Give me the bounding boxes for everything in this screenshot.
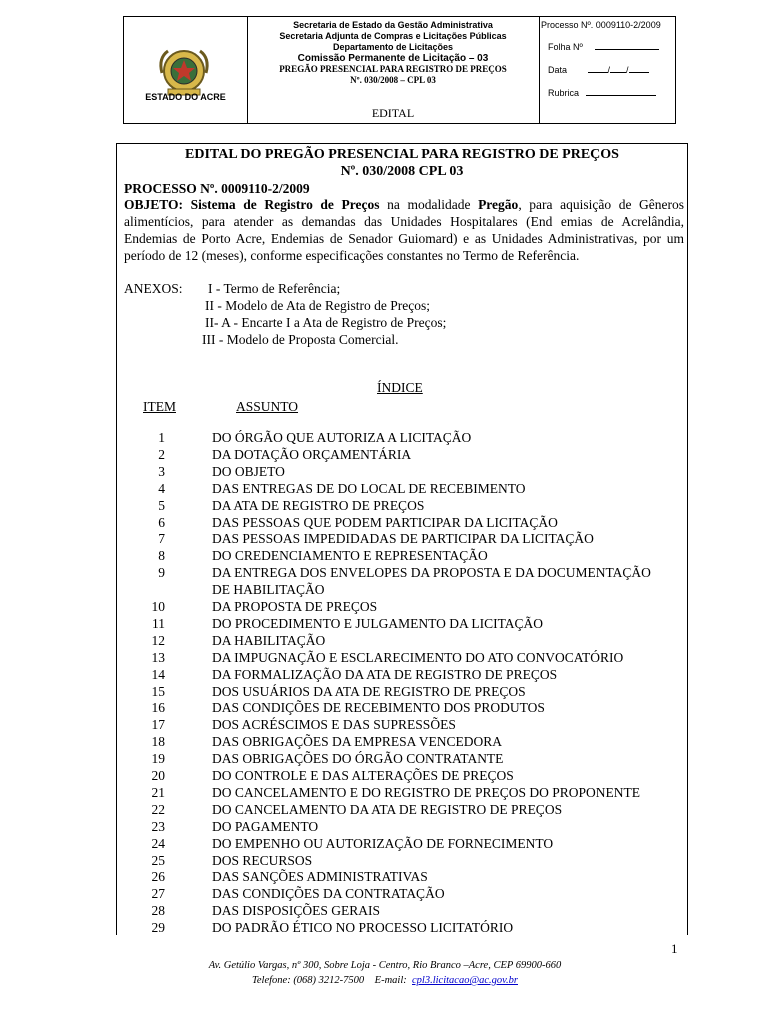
toc-item-number: 18 — [151, 734, 165, 750]
toc-item-number: 1 — [158, 430, 165, 445]
toc-item-subject: DAS OBRIGAÇÕES DA EMPRESA VENCEDORA — [212, 734, 503, 750]
toc-item-number: 11 — [152, 615, 165, 631]
toc-item-number: 25 — [151, 852, 165, 868]
toc-item-number: 4 — [158, 480, 165, 496]
doc-title-line2: Nº. 030/2008 CPL 03 — [340, 164, 464, 179]
toc-item-number: 8 — [158, 548, 165, 564]
toc-item-number: 19 — [151, 751, 165, 767]
folha-blank — [595, 41, 659, 50]
toc-item-number: 26 — [151, 869, 165, 885]
toc-item-number: 28 — [151, 903, 165, 919]
toc-item-subject: DOS RECURSOS — [212, 852, 313, 868]
folha-label: Folha Nº — [548, 42, 583, 52]
toc-item-subject: DO OBJETO — [212, 463, 285, 479]
toc-item-subject: DO ÓRGÃO QUE AUTORIZA A LICITAÇÃO — [212, 430, 472, 445]
footer-phone: Telefone: (068) 3212-7500 E-mail: — [252, 975, 413, 986]
objeto-text2: , para aquisição de Gêneros alimentícios, para atender as demandas das Unidades Hospitalares (End emias de Acrelândia, Endemias de Porto Acre, Endemias de Senador Guiomard) e as Unidades Administrativas, por um período de 12 (meses), conforme especificações constantes no Termo de Referência. — [124, 197, 685, 263]
objeto-bold1: Sistema de Registro de Preços — [190, 197, 380, 212]
header-line-numero: Nº. 030/2008 – CPL 03 — [350, 75, 436, 85]
folha-field — [548, 41, 659, 52]
toc-item-number: 3 — [158, 463, 165, 479]
header-processo: Processo Nº. 0009110-2/2009 — [541, 20, 661, 30]
toc-item-number: 27 — [151, 886, 165, 902]
toc-item-subject: DAS CONDIÇÕES DA CONTRATAÇÃO — [212, 886, 445, 902]
toc-item-subject: DAS SANÇÕES ADMINISTRATIVAS — [212, 869, 428, 885]
toc-item-number: 7 — [158, 531, 165, 547]
indice-heading: ÍNDICE — [377, 380, 423, 395]
toc-item-number: 9 — [158, 565, 165, 581]
toc-item-subject: DA IMPUGNAÇÃO E ESCLARECIMENTO DO ATO CONVOCATÓRIO — [212, 649, 624, 665]
toc-item-subject: DA PROPOSTA DE PREÇOS — [212, 599, 378, 614]
toc-item-subject: DA FORMALIZAÇÃO DA ATA DE REGISTRO DE PREÇOS — [212, 666, 558, 682]
data-field: Data / / — [548, 64, 649, 75]
toc-item-subject: DA ATA DE REGISTRO DE PREÇOS — [212, 497, 425, 513]
toc-item-subject: DO CONTROLE E DAS ALTERAÇÕES DE PREÇOS — [212, 768, 514, 783]
header-edital-label: EDITAL — [371, 106, 415, 120]
toc-item-number: 6 — [158, 514, 165, 530]
header-line-pregao: PREGÃO PRESENCIAL PARA REGISTRO DE PREÇOS — [279, 64, 507, 74]
data-label: Data — [548, 65, 568, 75]
footer-contact — [0, 975, 770, 986]
header-logo-cell — [124, 17, 248, 123]
toc-item-subject: DAS ENTREGAS DE DO LOCAL DE RECEBIMENTO — [212, 480, 526, 496]
header-line-comissao: Comissão Permanente de Licitação – 03 — [297, 53, 489, 64]
toc-item-number: 2 — [158, 446, 165, 462]
toc-item-subject: DOS ACRÉSCIMOS E DAS SUPRESSÕES — [212, 717, 456, 733]
toc-item-subject: DO EMPENHO OU AUTORIZAÇÃO DE FORNECIMENTO — [212, 835, 554, 851]
header-line-secretaria-adjunta: Secretaria Adjunta de Compras e Licitações Públicas — [279, 31, 507, 41]
col-assunto-header: ASSUNTO — [236, 399, 299, 414]
rubrica-blank — [586, 87, 656, 96]
doc-processo: PROCESSO Nº. 0009110-2/2009 — [124, 181, 310, 196]
objeto-label: OBJETO: — [124, 197, 184, 212]
toc-item-number: 16 — [151, 700, 165, 716]
toc-item-subject: DAS PESSOAS QUE PODEM PARTICIPAR DA LICITAÇÃO — [212, 514, 558, 530]
toc-item-number: 10 — [151, 599, 165, 614]
toc-item-subject: DO CANCELAMENTO DA ATA DE REGISTRO DE PREÇOS — [212, 801, 563, 817]
doc-objeto — [124, 196, 684, 264]
objeto-text1: na modalidade — [387, 197, 471, 212]
header-line-secretaria: Secretaria de Estado da Gestão Administrativa — [293, 20, 493, 30]
toc-item-number: 17 — [151, 717, 165, 733]
toc-item-subject: DO PAGAMENTO — [212, 818, 319, 834]
col-item-header: ITEM — [143, 399, 176, 414]
toc-item-number: 22 — [151, 801, 165, 817]
toc-item-number: 21 — [151, 784, 165, 800]
anexo-item: II- A - Encarte I a Ata de Registro de Preços; — [205, 315, 447, 330]
anexos-label: ANEXOS: — [124, 281, 183, 296]
toc-item-number: 14 — [151, 666, 165, 682]
toc-item-subject: DA HABILITAÇÃO — [212, 632, 326, 648]
state-name: ESTADO DO ACRE — [145, 92, 226, 102]
footer-email-link[interactable]: cpl3.licitacao@ac.gov.br — [412, 975, 518, 986]
toc-item-subject: DAS PESSOAS IMPEDIDADAS DE PARTICIPAR DA LICITAÇÃO — [212, 531, 594, 547]
objeto-bold2: Pregão — [478, 197, 519, 212]
toc-item-subject: DO CANCELAMENTO E DO REGISTRO DE PREÇOS DO PROPONENTE — [212, 784, 641, 800]
document-header — [123, 16, 676, 124]
rubrica-field — [548, 87, 656, 98]
document-body — [116, 143, 688, 935]
toc-item-subject: DO PADRÃO ÉTICO NO PROCESSO LICITATÓRIO — [212, 920, 514, 936]
toc-item-number: 20 — [151, 768, 165, 783]
toc-item-number: 29 — [151, 920, 165, 936]
toc-item-subject: DA DOTAÇÃO ORÇAMENTÁRIA — [212, 446, 412, 462]
toc-item-number: 15 — [151, 683, 165, 699]
toc-item-number: 23 — [151, 818, 165, 834]
toc-item-number: 13 — [151, 649, 165, 665]
rubrica-label: Rubrica — [548, 88, 580, 98]
toc-item-subject: DAS OBRIGAÇÕES DO ÓRGÃO CONTRATANTE — [212, 751, 504, 767]
toc-item-subject: DO PROCEDIMENTO E JULGAMENTO DA LICITAÇÃO — [212, 615, 544, 631]
toc-item-number: 24 — [151, 835, 165, 851]
toc-item-subject: DA ENTREGA DOS ENVELOPES DA PROPOSTA E DA DOCUMENTAÇÃO — [212, 565, 651, 581]
toc-item-subject: DOS USUÁRIOS DA ATA DE REGISTRO DE PREÇOS — [212, 683, 526, 699]
header-center-cell — [247, 17, 540, 123]
anexo-item: II - Modelo de Ata de Registro de Preços; — [205, 298, 430, 313]
anexo-item: III - Modelo de Proposta Comercial. — [202, 332, 399, 347]
toc-item-number: 5 — [158, 497, 165, 513]
toc-item-subject: DAS DISPOSIÇÕES GERAIS — [212, 903, 381, 919]
doc-title-line1: EDITAL DO PREGÃO PRESENCIAL PARA REGISTRO DE PREÇOS — [185, 147, 619, 162]
toc-item-number: 12 — [151, 632, 165, 648]
toc-item-subject: DAS CONDIÇÕES DE RECEBIMENTO DOS PRODUTOS — [212, 700, 545, 716]
footer-address: Av. Getúlio Vargas, nº 300, Sobre Loja - Centro, Rio Branco –Acre, CEP 69900-660 — [208, 960, 562, 971]
header-right-cell — [539, 17, 675, 123]
toc-item-subject: DO CREDENCIAMENTO E REPRESENTAÇÃO — [212, 548, 488, 564]
anexo-item: I - Termo de Referência; — [208, 281, 341, 296]
header-line-departamento: Departamento de Licitações — [332, 42, 454, 52]
toc-item-subject-continued: DE HABILITAÇÃO — [212, 582, 325, 598]
page-number: 1 — [671, 941, 678, 956]
